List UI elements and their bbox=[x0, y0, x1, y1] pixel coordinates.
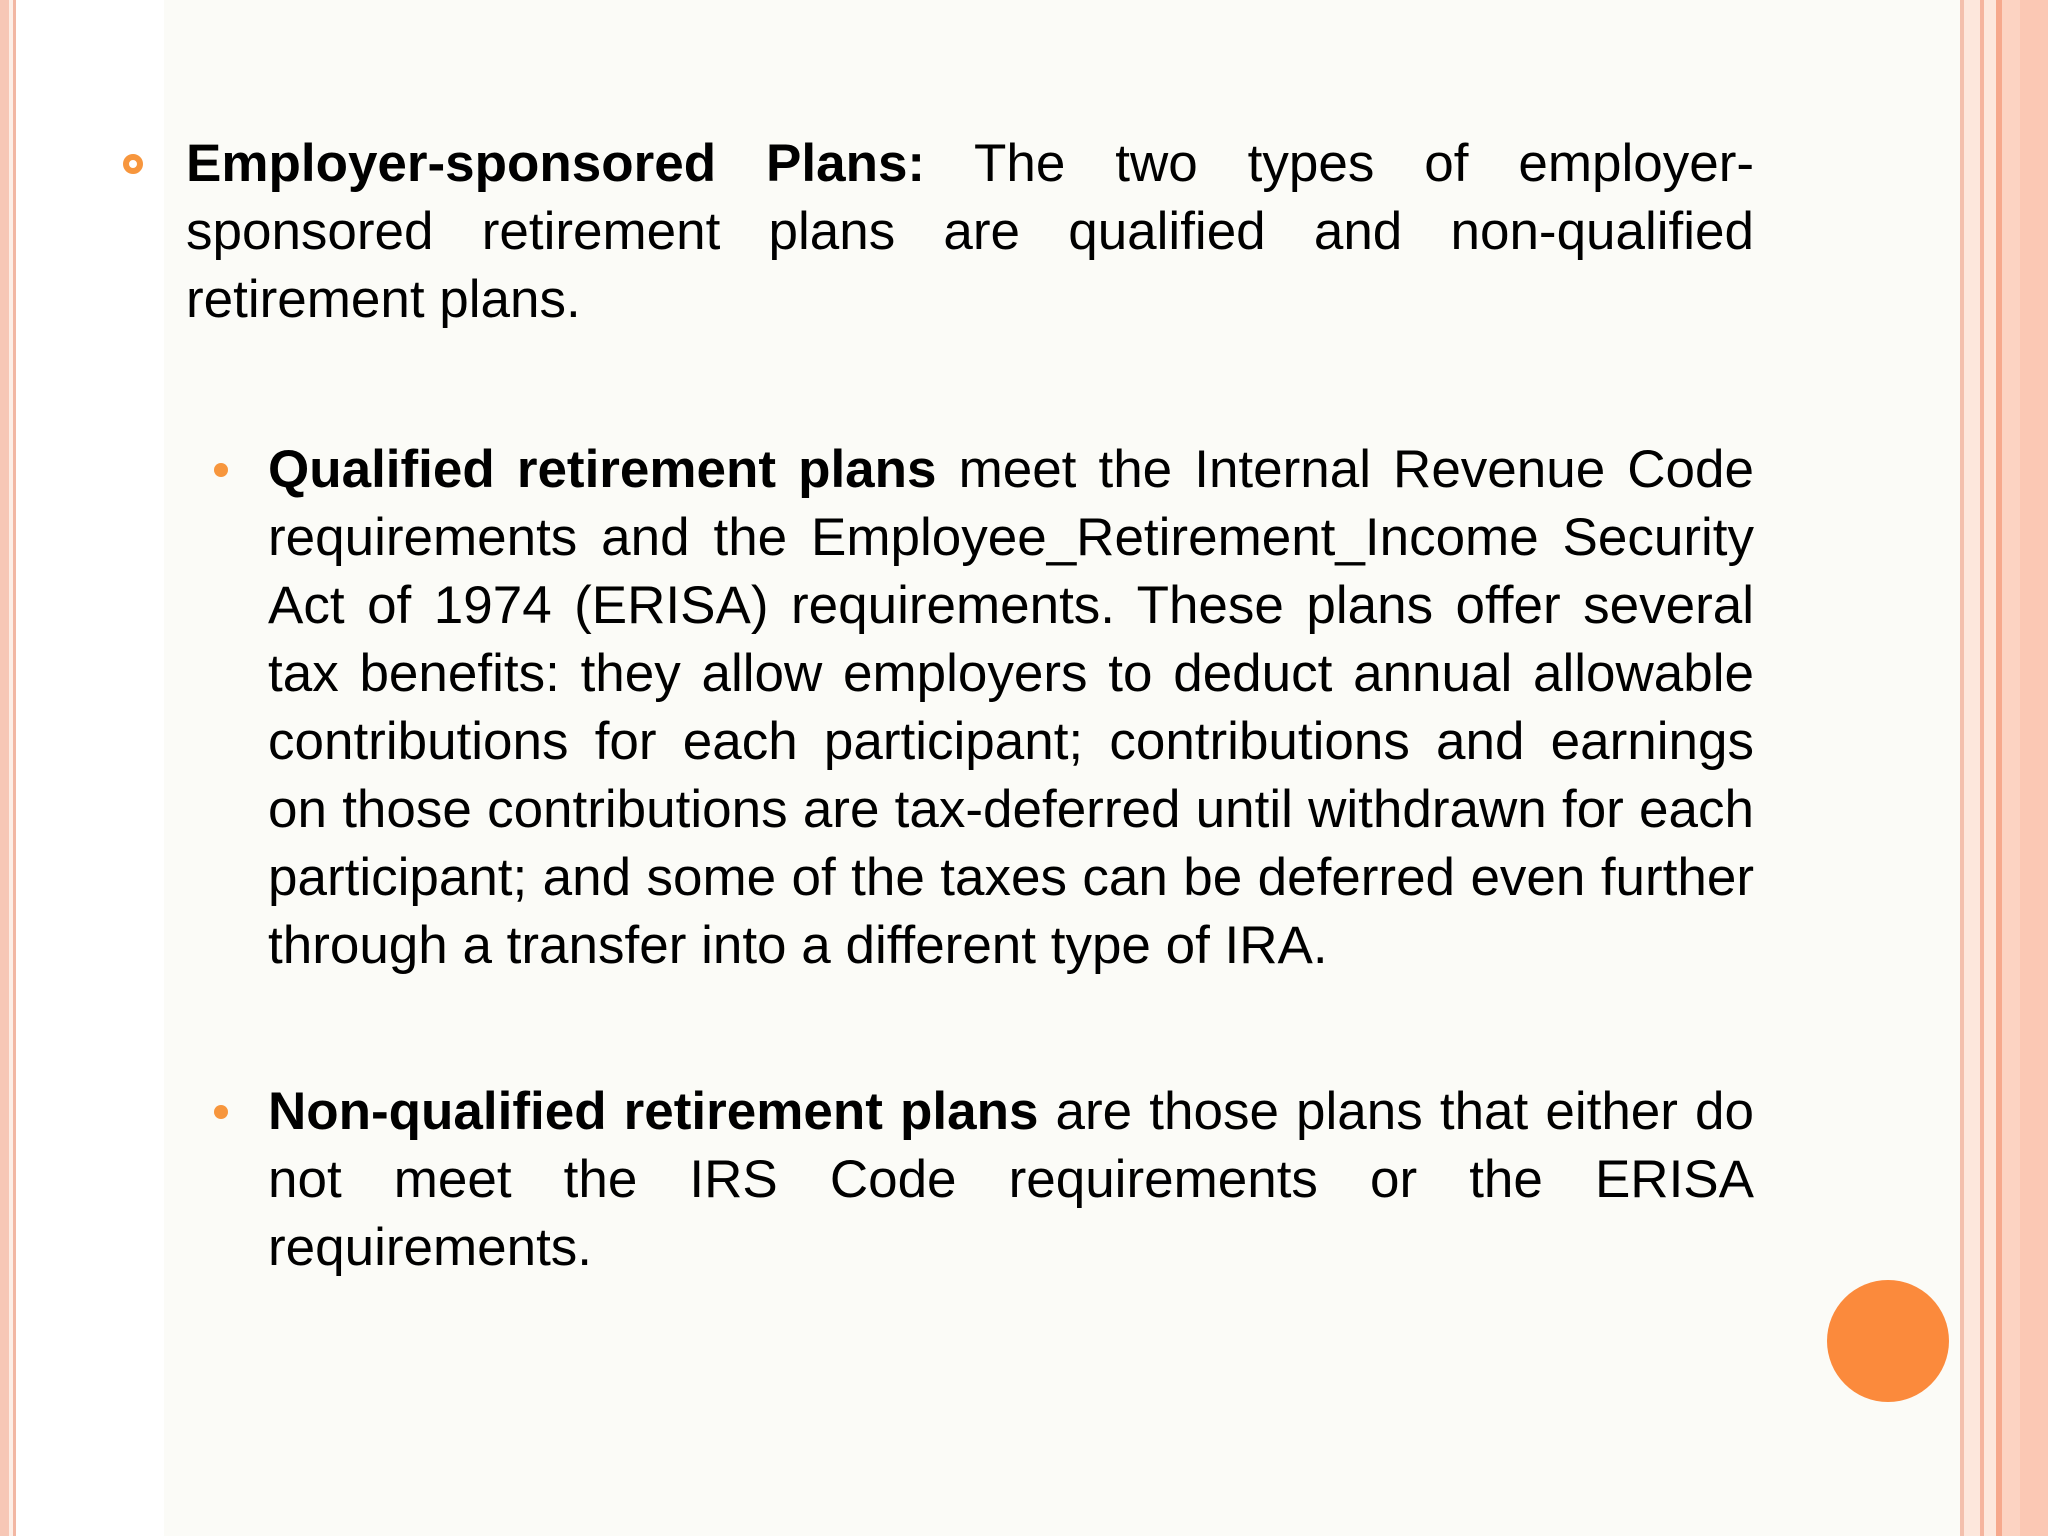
ring-bullet-icon bbox=[123, 154, 143, 174]
right-border-stripe bbox=[2002, 0, 2020, 1536]
right-border-stripe bbox=[1984, 0, 1996, 1536]
left-border-stripe bbox=[0, 0, 9, 1536]
bullet-heading: Employer-sponsored Plans: bbox=[186, 134, 926, 193]
bullet-qualified-plans bbox=[268, 436, 1754, 980]
dot-bullet-icon bbox=[214, 1105, 228, 1119]
dot-bullet-icon bbox=[214, 463, 228, 477]
slide-body bbox=[120, 130, 1754, 1282]
bullet-text: are those plans that either do not meet the IRS Code requirements or the ERISA requirements. bbox=[268, 1082, 1754, 1277]
right-border-stripe bbox=[1964, 0, 1980, 1536]
bullet-text: The two types of employer-sponsored retirement plans are qualified and non-qualified retirement plans. bbox=[186, 134, 1754, 329]
right-border-stripe bbox=[2020, 0, 2048, 1536]
bullet-heading: Non-qualified retirement plans bbox=[268, 1082, 1039, 1141]
bullet-heading: Qualified retirement plans bbox=[268, 440, 937, 499]
bullet-employer-sponsored-plans bbox=[120, 130, 1754, 334]
bullet-non-qualified-plans bbox=[268, 1078, 1754, 1282]
bullet-text: meet the Internal Revenue Code requirements and the Employee_Retirement_Income Security Act of 1974 (ERISA) requirements. These plans offer several tax benefits: they allow employers to deduct annual allowable contributions for each participant; contributions and earnings on those contributions are tax-deferred until withdrawn for each participant; and some of the taxes can be deferred even further through a transfer into a different type of IRA. bbox=[268, 440, 1754, 975]
accent-circle-decoration bbox=[1827, 1280, 1949, 1402]
